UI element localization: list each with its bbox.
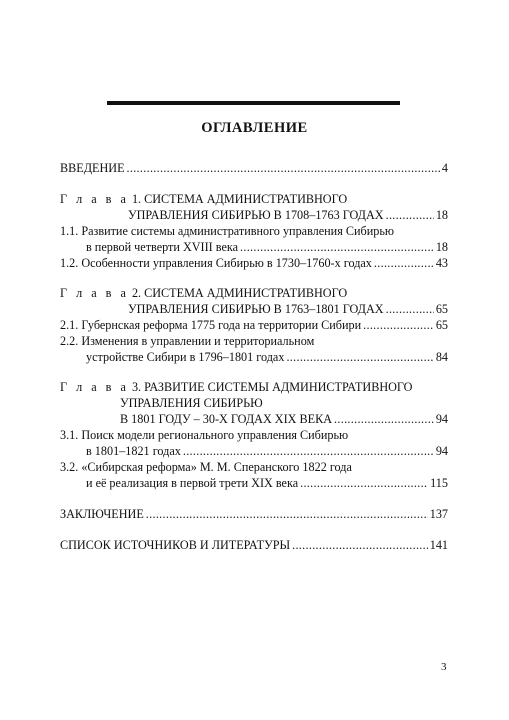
section-3-2-row[interactable]	[60, 475, 448, 491]
toc-entry-page: 18	[435, 208, 448, 222]
chapter-2-title-row[interactable]	[60, 301, 448, 317]
section-1-1-line1[interactable]: 1.1. Развитие системы административного управления Сибирью	[60, 224, 394, 238]
chapter-prefix: Г л а в а	[60, 286, 129, 300]
toc-leader-dots	[386, 301, 434, 317]
toc-entry-page: 84	[435, 350, 448, 364]
chapter-1-heading[interactable]	[60, 191, 448, 207]
toc-leader-dots	[146, 506, 428, 522]
chapter-number: 2.	[131, 286, 142, 300]
toc-entry-page: 4	[441, 161, 448, 175]
toc-entry-page: 115	[430, 476, 448, 490]
chapter-3-title-line2[interactable]: УПРАВЛЕНИЯ СИБИРЬЮ	[120, 396, 263, 410]
chapter-3-heading[interactable]	[60, 379, 448, 395]
section-line2: и её реализация в первой трети XIX века	[86, 476, 299, 490]
toc-entry-intro[interactable]	[60, 160, 448, 176]
chapter-1-title-row[interactable]	[60, 207, 448, 223]
section-3-2-line1[interactable]: 3.2. «Сибирская реформа» М. М. Сперанского 1822 года	[60, 460, 352, 474]
section-line2: в первой четверти XVIII века	[86, 240, 239, 254]
toc-leader-dots	[334, 411, 434, 427]
top-rule	[107, 101, 400, 105]
toc-entry-label: СПИСОК ИСТОЧНИКОВ И ЛИТЕРАТУРЫ	[60, 538, 291, 552]
section-line2: в 1801–1821 годах	[86, 444, 181, 458]
section-line2: устройстве Сибири в 1796–1801 годах	[86, 350, 285, 364]
toc-entry-page: 43	[435, 256, 448, 270]
toc-entry-page: 141	[429, 538, 448, 552]
toc-entry-page: 65	[435, 302, 448, 316]
toc-leader-dots	[300, 475, 428, 491]
section-2-2-line1[interactable]: 2.2. Изменения в управлении и территориальном	[60, 334, 315, 348]
toc-entry-label: ВВЕДЕНИЕ	[60, 161, 125, 175]
chapter-number: 1.	[131, 192, 142, 206]
toc-leader-dots	[363, 317, 434, 333]
toc-leader-dots	[286, 349, 433, 365]
chapter-2-heading[interactable]	[60, 285, 448, 301]
toc-entry-conclusion[interactable]	[60, 506, 448, 522]
chapter-prefix: Г л а в а	[60, 192, 129, 206]
section-3-1-row[interactable]	[60, 443, 448, 459]
chapter-number: 3.	[131, 380, 142, 394]
toc-entry-page: 94	[435, 444, 448, 458]
toc-leader-dots	[374, 255, 434, 271]
toc-entry-sources[interactable]	[60, 537, 448, 553]
toc-leader-dots	[386, 207, 434, 223]
toc-entry-page: 94	[435, 412, 448, 426]
section-line1: 1.2. Особенности управления Сибирью в 1730–1760-х годах	[60, 256, 372, 270]
toc-leader-dots	[127, 160, 440, 176]
toc-entry-page: 65	[435, 318, 448, 332]
page-title: ОГЛАВЛЕНИЕ	[201, 120, 308, 136]
section-3-1-line1[interactable]: 3.1. Поиск модели регионального управления Сибирью	[60, 428, 349, 442]
section-2-1-row[interactable]	[60, 317, 448, 333]
chapter-title-line1: СИСТЕМА АДМИНИСТРАТИВНОГО	[144, 286, 348, 300]
toc-leader-dots	[240, 239, 434, 255]
section-2-2-row[interactable]	[60, 349, 448, 365]
section-1-1-row[interactable]	[60, 239, 448, 255]
chapter-title-line3: В 1801 ГОДУ – 30-Х ГОДАХ XIX ВЕКА	[120, 412, 333, 426]
toc-leader-dots	[292, 537, 428, 553]
chapter-title-line1: РАЗВИТИЕ СИСТЕМЫ АДМИНИСТРАТИВНОГО	[144, 380, 413, 394]
toc-entry-label: ЗАКЛЮЧЕНИЕ	[60, 507, 144, 521]
section-1-2-row[interactable]	[60, 255, 448, 271]
chapter-title-line2: УПРАВЛЕНИЯ СИБИРЬЮ В 1763–1801 ГОДАХ	[128, 302, 384, 316]
section-line1: 2.1. Губернская реформа 1775 года на территории Сибири	[60, 318, 362, 332]
chapter-title-line2: УПРАВЛЕНИЯ СИБИРЬЮ В 1708–1763 ГОДАХ	[128, 208, 384, 222]
table-of-contents	[60, 160, 448, 553]
chapter-prefix: Г л а в а	[60, 380, 129, 394]
toc-leader-dots	[183, 443, 434, 459]
toc-entry-page: 18	[435, 240, 448, 254]
chapter-3-title-row[interactable]	[60, 411, 448, 427]
toc-entry-page: 137	[429, 507, 448, 521]
chapter-title-line1: СИСТЕМА АДМИНИСТРАТИВНОГО	[144, 192, 348, 206]
page-number: 3	[441, 661, 447, 673]
